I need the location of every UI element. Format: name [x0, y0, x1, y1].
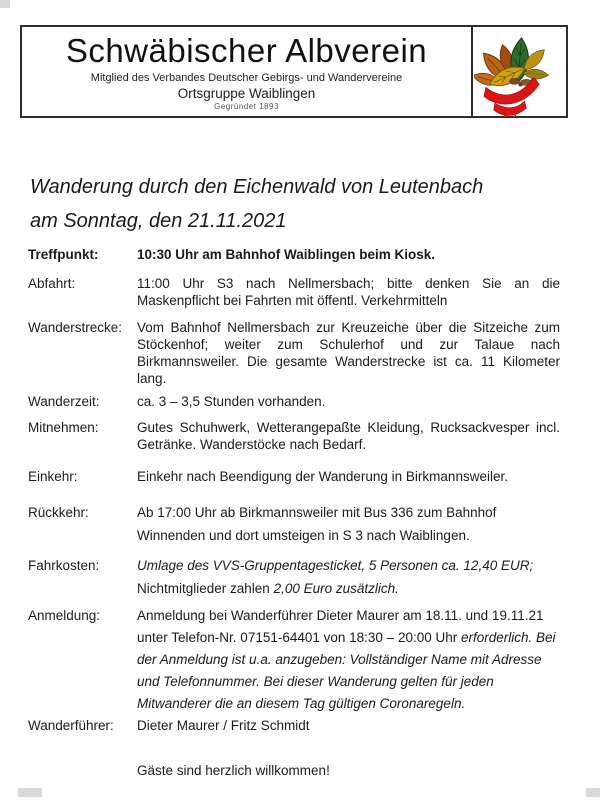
- scan-artifact: [0, 0, 10, 8]
- detail-text: 10:30 Uhr am Bahnhof Waiblingen beim Kiosk.: [137, 247, 436, 262]
- detail-text: Dieter Maurer / Fritz Schmidt: [137, 718, 310, 733]
- detail-row-treffpunkt: [28, 246, 560, 263]
- club-local-group: Ortsgruppe Waiblingen: [177, 86, 316, 101]
- registration-regular-part: Anmeldung bei Wanderführer Dieter Maurer am 18.11. und 19.11.21 unter Telefon-Nr. 07151-64401 von 18:30 – 20:00 Uhr: [137, 608, 544, 645]
- scan-artifact: [586, 788, 600, 797]
- detail-text: [137, 554, 560, 600]
- club-affiliation: Mitglied des Verbandes Deutscher Gebirgs- und Wandervereine: [90, 72, 403, 84]
- club-header-box: [20, 25, 568, 118]
- event-title: [30, 170, 570, 238]
- club-name: Schwäbischer Albverein: [65, 32, 428, 69]
- detail-text: [137, 605, 560, 715]
- event-title-line2: am Sonntag, den 21.11.2021: [30, 210, 287, 232]
- detail-row-mitnehmen: [28, 419, 560, 453]
- detail-row-wanderstrecke: [28, 319, 560, 387]
- scan-artifact: [18, 788, 42, 797]
- guests-welcome-note: Gäste sind herzlich willkommen!: [137, 763, 330, 778]
- detail-label: Wanderführer:: [28, 718, 114, 733]
- detail-label: Treffpunkt:: [28, 247, 99, 262]
- registration-italic-part: erforderlich. Bei der Anmeldung ist u.a. anzugeben: Vollständiger Name mit Adresse und Telefonnummer. Bei dieser Wanderung gelten für jeden Mitwanderer die an diesem Tag gültigen Coronaregeln.: [137, 630, 556, 711]
- detail-row-fahrkosten: [28, 554, 560, 600]
- club-header-text: [22, 27, 473, 116]
- detail-text: Gutes Schuhwerk, Wetterangepaßte Kleidung, Rucksackvesper incl. Getränke. Wanderstöcke nach Bedarf.: [137, 420, 560, 452]
- detail-row-abfahrt: [28, 275, 560, 309]
- detail-label: Rückkehr:: [28, 505, 89, 520]
- detail-label: Anmeldung:: [28, 608, 101, 623]
- detail-label: Fahrkosten:: [28, 558, 100, 573]
- detail-text: ca. 3 – 3,5 Stunden vorhanden.: [137, 394, 326, 409]
- detail-text: Einkehr nach Beendigung der Wanderung in Birkmannsweiler.: [137, 469, 508, 484]
- detail-row-wanderfuehrer: [28, 717, 560, 734]
- detail-label: Mitnehmen:: [28, 420, 99, 435]
- autumn-leaves-ribbon-logo-icon: [474, 30, 565, 117]
- closing-row: [28, 762, 560, 779]
- detail-label: Einkehr:: [28, 469, 78, 484]
- detail-row-anmeldung: [28, 605, 560, 715]
- detail-text: Ab 17:00 Uhr ab Birkmannsweiler mit Bus 336 zum Bahnhof Winnenden und dort umsteigen in S 3 nach Waiblingen.: [137, 505, 497, 543]
- detail-label: Abfahrt:: [28, 276, 76, 291]
- fare-italic-line: Umlage des VVS-Gruppentagesticket, 5 Personen ca. 12,40 EUR;: [137, 558, 534, 573]
- detail-row-wanderzeit: [28, 393, 560, 410]
- event-details: [28, 246, 560, 779]
- detail-label: Wanderzeit:: [28, 394, 100, 409]
- detail-row-einkehr: [28, 468, 560, 485]
- event-title-line1: Wanderung durch den Eichenwald von Leutenbach: [30, 176, 484, 198]
- detail-text: 11:00 Uhr S3 nach Nellmersbach; bitte denken Sie an die Maskenpflicht bei Fahrten mit öffentl. Verkehrmitteln: [137, 276, 560, 308]
- detail-row-rueckkehr: [28, 501, 560, 547]
- fare-regular-part: Nichtmitglieder zahlen: [137, 581, 270, 596]
- fare-italic-part: 2,00 Euro zusätzlich.: [273, 581, 399, 596]
- club-logo-cell: [473, 27, 566, 116]
- club-founded: Gegründet 1893: [214, 102, 279, 111]
- detail-label: Wanderstrecke:: [28, 320, 123, 335]
- detail-text: Vom Bahnhof Nellmersbach zur Kreuzeiche über die Sitzeiche zum Stöckenhof; weiter zum Schulerhof und zur Talaue nach Birkmannsweiler. Die gesamte Wanderstrecke ist ca. 11 Kilometer lang.: [137, 320, 560, 386]
